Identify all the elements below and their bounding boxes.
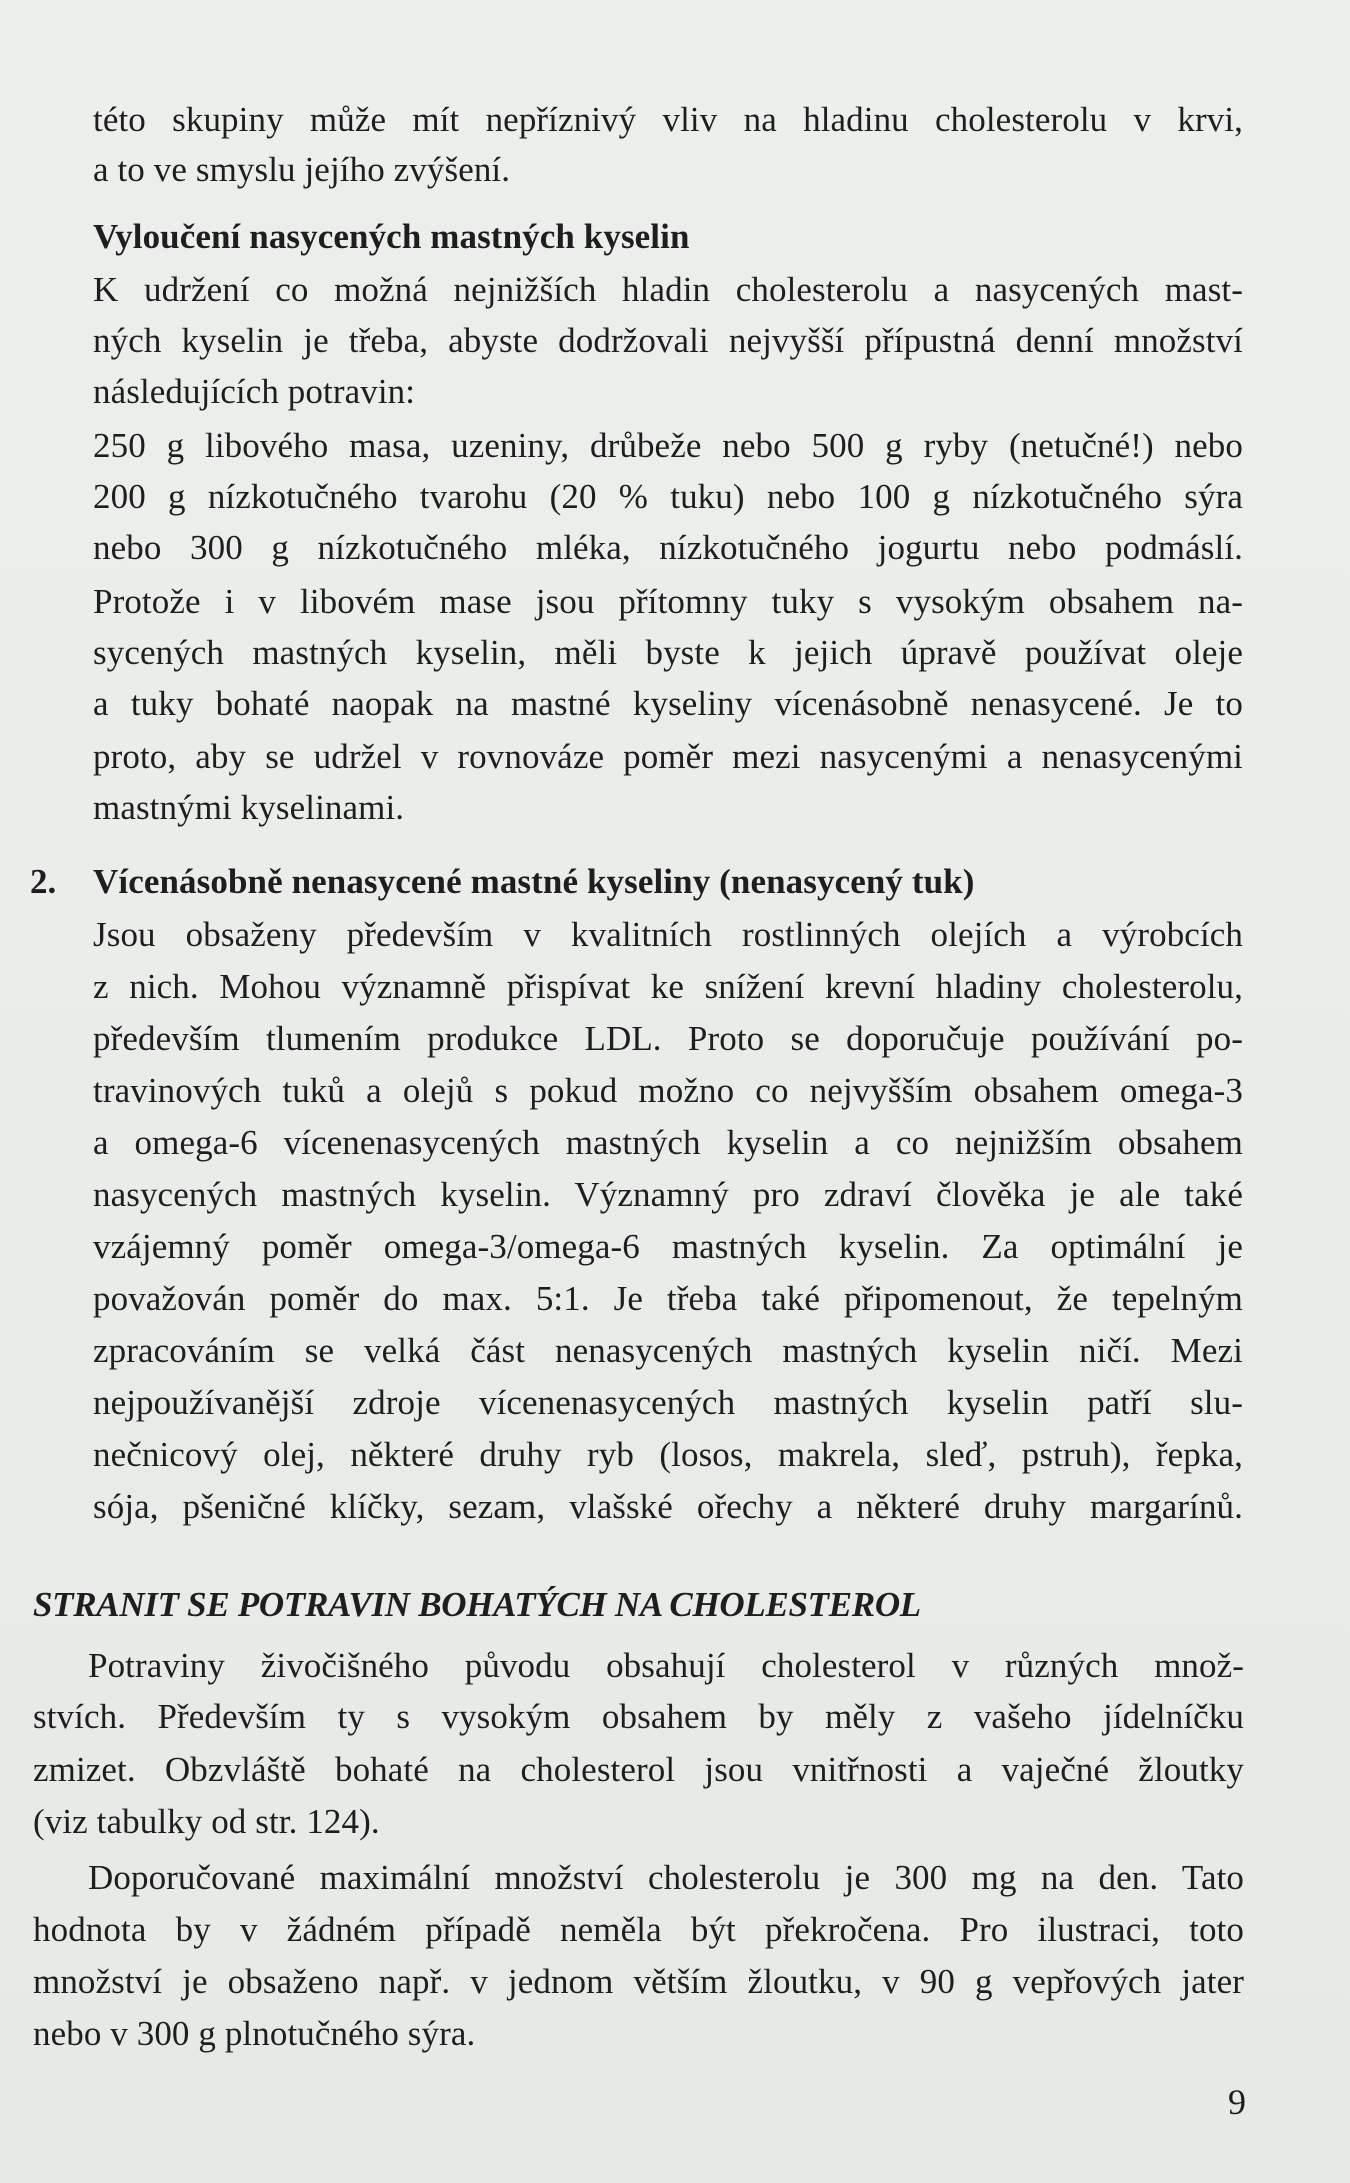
section3-p1-line-1: Potraviny živočišného původu obsahují cholesterol v různých množ-: [88, 1646, 1244, 1685]
section1-line-1: K udržení co možná nejnižších hladin cholesterolu a nasycených mast-: [93, 270, 1243, 309]
section2-line-11: nečnicový olej, některé druhy ryb (losos, makrela, sleď, pstruh), řepka,: [93, 1435, 1243, 1474]
section3-p1-line-2: stvích. Především ty s vysokým obsahem by měly z vašeho jídelníčku: [33, 1697, 1244, 1736]
section1-line-2: ných kyselin je třeba, abyste dodržovali nejvyšší přípustná denní množství: [93, 321, 1243, 360]
section2-line-7: vzájemný poměr omega-3/omega-6 mastných kyselin. Za optimální je: [93, 1227, 1243, 1266]
page-number: 9: [1228, 2082, 1246, 2122]
section1-line-6: nebo 300 g nízkotučného mléka, nízkotučného jogurtu nebo podmáslí.: [93, 528, 1243, 567]
section1-line-4: 250 g libového masa, uzeniny, drůbeže nebo 500 g ryby (netučné!) nebo: [93, 426, 1243, 465]
section1-line-10: proto, aby se udržel v rovnováze poměr mezi nasycenými a nenasycenými: [93, 737, 1243, 776]
section3-p1-line-4: (viz tabulky od str. 124).: [33, 1802, 380, 1841]
section2-line-5: a omega-6 vícenenasycených mastných kyselin a co nejnižším obsahem: [93, 1123, 1243, 1162]
section3-p2-line-2: hodnota by v žádném případě neměla být překročena. Pro ilustraci, toto: [33, 1910, 1244, 1949]
section2-line-8: považován poměr do max. 5:1. Je třeba také připomenout, že tepelným: [93, 1279, 1243, 1318]
intro-line-1: této skupiny může mít nepříznivý vliv na hladinu cholesterolu v krvi,: [93, 100, 1243, 139]
section1-line-9: a tuky bohaté naopak na mastné kyseliny vícenásobně nenasycené. Je to: [93, 684, 1243, 723]
section1-line-11: mastnými kyselinami.: [93, 788, 405, 827]
section2-line-4: travinových tuků a olejů s pokud možno co nejvyšším obsahem omega-3: [93, 1071, 1243, 1110]
intro-line-2: a to ve smyslu jejího zvýšení.: [93, 150, 511, 189]
section1-heading: Vyloučení nasycených mastných kyselin: [93, 217, 690, 256]
section3-p2-line-1: Doporučované maximální množství cholesterolu je 300 mg na den. Tato: [88, 1858, 1244, 1897]
section3-heading: STRANIT SE POTRAVIN BOHATÝCH NA CHOLESTEROL: [33, 1585, 921, 1624]
section2-line-1: Jsou obsaženy především v kvalitních rostlinných olejích a výrobcích: [93, 915, 1243, 954]
section2-line-6: nasycených mastných kyselin. Významný pro zdraví člověka je ale také: [93, 1175, 1243, 1214]
section2-line-12: sója, pšeničné klíčky, sezam, vlašské ořechy a některé druhy margarínů.: [93, 1487, 1243, 1526]
section3-p2-line-4: nebo v 300 g plnotučného sýra.: [33, 2014, 476, 2053]
section1-line-7: Protože i v libovém mase jsou přítomny tuky s vysokým obsahem na-: [93, 582, 1243, 621]
section1-line-5: 200 g nízkotučného tvarohu (20 % tuku) nebo 100 g nízkotučného sýra: [93, 477, 1243, 516]
section2-heading: Vícenásobně nenasycené mastné kyseliny (nenasycený tuk): [93, 862, 975, 901]
section2-number: 2.: [30, 862, 57, 901]
section2-line-3: především tlumením produkce LDL. Proto se doporučuje používání po-: [93, 1019, 1243, 1058]
section1-line-3: následujících potravin:: [93, 372, 416, 411]
section3-p2-line-3: množství je obsaženo např. v jednom větším žloutku, v 90 g vepřových jater: [33, 1962, 1244, 2001]
section3-p1-line-3: zmizet. Obzvláště bohaté na cholesterol jsou vnitřnosti a vaječné žloutky: [33, 1750, 1244, 1789]
section1-line-8: sycených mastných kyselin, měli byste k jejich úpravě používat oleje: [93, 633, 1243, 672]
section2-line-9: zpracováním se velká část nenasycených mastných kyselin ničí. Mezi: [93, 1331, 1243, 1370]
section2-line-2: z nich. Mohou významně přispívat ke snížení krevní hladiny cholesterolu,: [93, 967, 1243, 1006]
section2-line-10: nejpoužívanější zdroje vícenenasycených mastných kyselin patří slu-: [93, 1383, 1243, 1422]
